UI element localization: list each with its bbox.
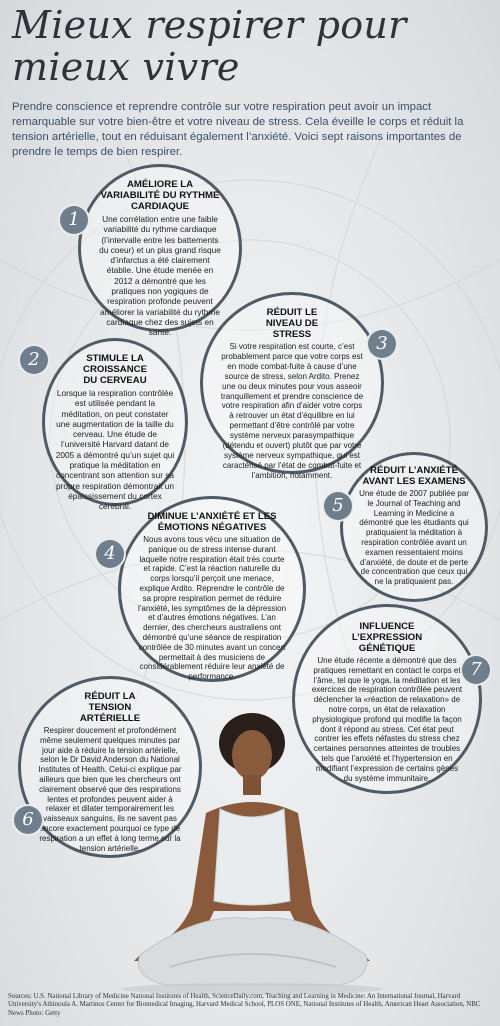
reason-4-text: Nous avons tous vécu une situation de panique ou de stress intense durant laquelle notre respiration était très courte et rapide. C’est la réaction naturelle du corps lorsqu’il perçoit une menace, explique Ardito. Reprendre le contrôle de sa propre respiration permet de réduire l’anxiété, les symptômes de la dépression et d’autres émotions négatives. L’an dernier, des chercheurs australiens ont démontré qu’une séance de respiration contrôlée de 30 minutes avant un concert permettait à des musiciens de considérablement réduire leur anxiété de performance.: [137, 535, 287, 682]
reason-6-number-badge: 6: [14, 806, 42, 834]
reason-2-number-badge: 2: [20, 346, 48, 374]
reason-5-text: Une étude de 2007 publiée par le Journal of Teaching and Learning in Medicine a démontré que les étudiants qui pratiquaient la méditation à respiration contrôlée avant un examen ressentaient moins d’anxiété, de doute et de perte de concentration que ceux qui ne la pratiquaient pas.: [359, 489, 469, 587]
reason-5-circle: [340, 452, 488, 602]
page-title: Mieux respirer pour mieux vivre: [12, 3, 407, 89]
reason-4-number-badge: 4: [96, 540, 124, 568]
reason-2-circle: [42, 338, 188, 512]
reason-2-heading: STIMULE LA CROISSANCE DU CERVEAU: [83, 353, 147, 386]
reason-1-text: Une corrélation entre une faible variabilité du rythme cardiaque (l’intervalle entre les battements du coeur) et un plus grand risque d’infarctus a été clairement établie. Une étude menée en 2012 a démontré que les pratiques non yogiques de respiration profonde peuvent améliorer la variabilité du rythme cardiaque chez des sujets en santé.: [99, 214, 221, 338]
reason-7-text: Une étude récente a démontré que des pratiques remettant en contact le corps et l’âme, tel que le yoga, la méditation et les exercices de respiration contrôlée peuvent déclencher la «réaction de relaxation» de notre corps, un état de relaxation physiologique profond qui modifie la façon dont il répond au stress. Cet état peut contrer les effets néfastes du stress chez certaines personnes atteintes de troubles tels que l’anxiété et l’hypertension en modifiant l’expression de certains gènes du système immunitaire.: [311, 656, 463, 783]
reason-6-heading: RÉDUIT LA TENSION ARTÉRIELLE: [79, 691, 141, 724]
reason-3-number-badge: 3: [368, 330, 396, 358]
sources-credits: Sources: U.S. National Library of Medicine National Institutes of Health, ScienceDaily.com, Teaching and Learning in Medicine: An International Journal, Harvard University's Athinoula A. Martinos Center for Biomedical Imaging, Harvard Medical School, PLOS ONE, National Institutes of Health, American Heart Association, NBC News Photo: Getty: [8, 993, 481, 1017]
reason-1-heading: AMÉLIORE LA VARIABILITÉ DU RYTHME CARDIAQUE: [100, 179, 220, 212]
reason-5-heading: RÉDUIT L’ANXIÉTÉ AVANT LES EXAMENS: [362, 465, 466, 487]
meditating-woman-illustration: [110, 705, 395, 995]
reason-4-circle: [118, 496, 306, 682]
intro-paragraph: Prendre conscience et reprendre contrôle sur votre respiration peut avoir un impact remarquable sur votre bien-être et votre niveau de stress. Cela éveille le corps et réduit la tension artérielle, tout en réduisant également l’anxiété. Voici sept raisons importantes de prendre le temps de bien respirer.: [12, 101, 464, 158]
reason-6-text: Respirer doucement et profondément même seulement quelques minutes par jour aide à réduire la tension artérielle, selon le Dr David Anderson du National Institutes of Health. Celui-ci explique par ailleurs que bien que les chercheurs ont clairement observé que des respirations lentes et profondes peuvent aider à relaxer et dilater temporairement les vaisseaux sanguins, ils ne savent pas encore exactement pourquoi ce type de respiration a un effet à long terme sur la tension artérielle.: [38, 726, 182, 853]
reason-1-circle: [78, 164, 242, 338]
reason-3-circle: [200, 292, 384, 480]
reason-4-heading: DIMINUE L’ANXIÉTÉ ET LES ÉMOTIONS NÉGATIVES: [147, 511, 277, 533]
reason-1-number-badge: 1: [60, 206, 88, 234]
reason-7-heading: INFLUENCE L’EXPRESSION GÉNÉTIQUE: [351, 621, 423, 654]
reason-3-text: Si votre respiration est courte, c’est probablement parce que votre corps est en mode combat-fuite à cause d’une source de stress, selon Ardito. Prenez une ou deux minutes pour vous asseoir tranquillement et prendre conscience de votre respiration afin d’aider votre corps à retrouver un état d’équilibre en lui permettant d’être contrôlé par votre système nerveux parasympathique (détendu et ouvert) plutôt que par votre système nerveux sympathique, qui est caractérisé par l’état de combat-fuite et l’ambition, notamment.: [220, 342, 364, 480]
reason-7-number-badge: 7: [462, 656, 490, 684]
reason-2-text: Lorsque la respiration contrôlée est utilisée pendant la méditation, on peut constater une augmentation de la taille du cerveau. Une étude de l’université Harvard datant de 2005 a démontré qu’un sujet qui pratique la méditation en concentrant son attention sur sa propre respiration démontrait un épaississement du cortex cérébral.: [55, 388, 175, 512]
reason-3-heading: RÉDUIT LE NIVEAU DE STRESS: [265, 307, 319, 340]
reason-5-number-badge: 5: [324, 492, 352, 520]
